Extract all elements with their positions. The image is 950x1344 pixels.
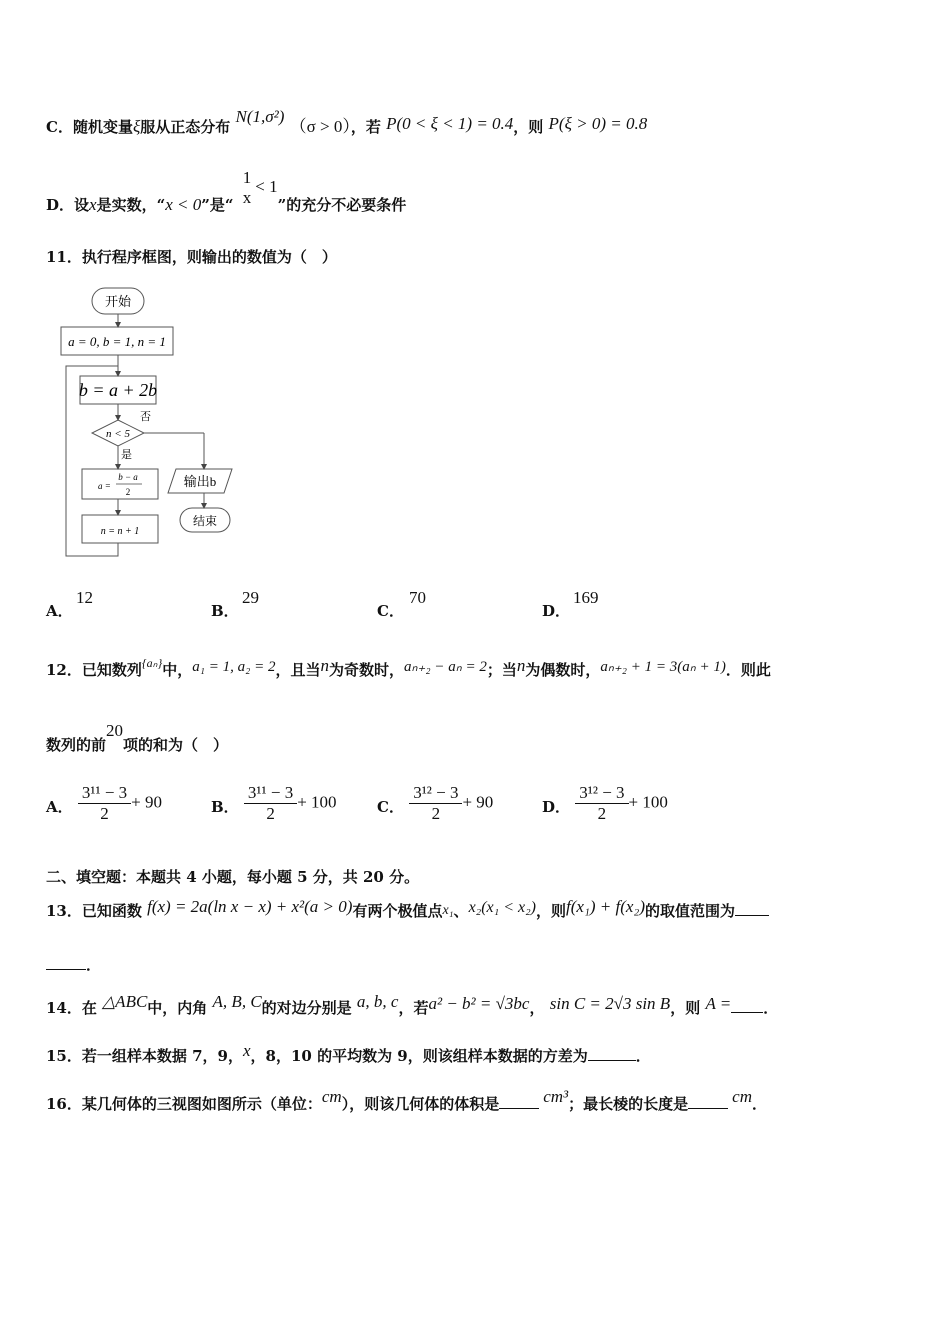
section-heading: 二、填空题：本题共 4 小题，每小题 5 分，共 20 分。 — [46, 868, 420, 886]
q16-length-blank[interactable] — [688, 1108, 728, 1109]
q12-option-d: D． $\frac{\text{3¹² − 3}}{2}$ + 100 — [542, 783, 668, 823]
no-label: 否 — [140, 411, 151, 423]
q15-answer-blank[interactable] — [588, 1060, 636, 1061]
q14-stem: 14．在 △ABC中，内角 A, B, C的对边分别是 a, b, c，若a² − b² = √3bc， sin C = 2√3 sin B，则 A = ． — [46, 992, 779, 1017]
fraction-1-over-x: 1 x — [242, 168, 252, 207]
assign-a-lhs: a = — [98, 481, 111, 491]
q10-option-c: C．随机变量ξ服从正态分布 N(1,σ²) （σ > 0），若 P(0 < ξ < 1) = 0.4，则 P(ξ > 0) = 0.8 — [46, 107, 648, 136]
q13-answer-blank[interactable] — [735, 915, 769, 916]
init-label: a = 0, b = 1, n = 1 — [68, 334, 166, 349]
q12-stem-line2: 数列的前20项的和为（ ） — [46, 721, 229, 754]
end-label: 结束 — [192, 514, 218, 528]
q11-option-c-value: 70 — [409, 588, 426, 607]
q12-option-a: A． $\frac{\text{3¹¹ − 3}}{2}$ + 90 — [46, 783, 162, 823]
flowchart — [58, 282, 258, 567]
normal-distribution: N(1,σ²) — [235, 107, 285, 126]
q16-stem: 16．某几何体的三视图如图所示（单位：cm），则该几何体的体积是 cm³；最长棱的长度是 cm． — [46, 1087, 768, 1113]
increment-label: n = n + 1 — [100, 526, 140, 537]
yes-label: 是 — [121, 449, 132, 461]
output-label: 输出b — [183, 474, 217, 489]
assign-b-label: b = a + 2b — [78, 380, 158, 400]
q13-stem-line1: 13．已知函数 f(x) = 2a(ln x − x) + x²(a > 0)有两个极值点x₁、x₂(x₁ < x₂)，则f(x₁) + f(x₂)的取值范围为 — [46, 900, 769, 921]
q13-stem-line2: ． — [46, 954, 101, 975]
condition-label: n < 5 — [106, 428, 130, 440]
assign-a-num: b − a — [118, 472, 138, 482]
q11-option-b-value: 29 — [242, 588, 259, 607]
q11-option-c-label: C． — [377, 602, 404, 620]
q12-stem-line1: 12．已知数列$^{\{a_n\}}$中，a₁ = 1, a₂ = 2，且当n为奇数时，aₙ₊₂ − aₙ = 2；当n为偶数时，aₙ₊₂ + 1 = 3(aₙ + 1)．则此 — [46, 656, 771, 679]
q11-option-a-label: A． — [46, 602, 73, 620]
assign-a-den: 2 — [125, 487, 131, 497]
q11-option-d-value: 169 — [573, 588, 599, 607]
q12-option-b: B． $\frac{\text{3¹¹ − 3}}{2}$ + 100 — [211, 783, 337, 823]
q16-volume-blank[interactable] — [499, 1108, 539, 1109]
q11-option-a-value: 12 — [76, 588, 93, 607]
q12-option-c: C． $\frac{\text{3¹² − 3}}{2}$ + 90 — [377, 783, 494, 823]
q11-option-d-label: D． — [542, 602, 571, 620]
start-label: 开始 — [104, 294, 132, 309]
q11-option-b-label: B． — [211, 602, 239, 620]
q11-stem: 11．执行程序框图，则输出的数值为（ ） — [46, 248, 337, 266]
q14-answer-blank[interactable] — [731, 1012, 763, 1013]
q15-stem: 15．若一组样本数据 7，9，x，8，10 的平均数为 9，则该组样本数据的方差为 ． — [46, 1041, 651, 1065]
q10-option-d: D．设x是实数，“x < 0”是“ 1 x < 1”的充分不必要条件 — [46, 168, 407, 214]
q13-answer-blank-cont[interactable] — [46, 969, 86, 970]
